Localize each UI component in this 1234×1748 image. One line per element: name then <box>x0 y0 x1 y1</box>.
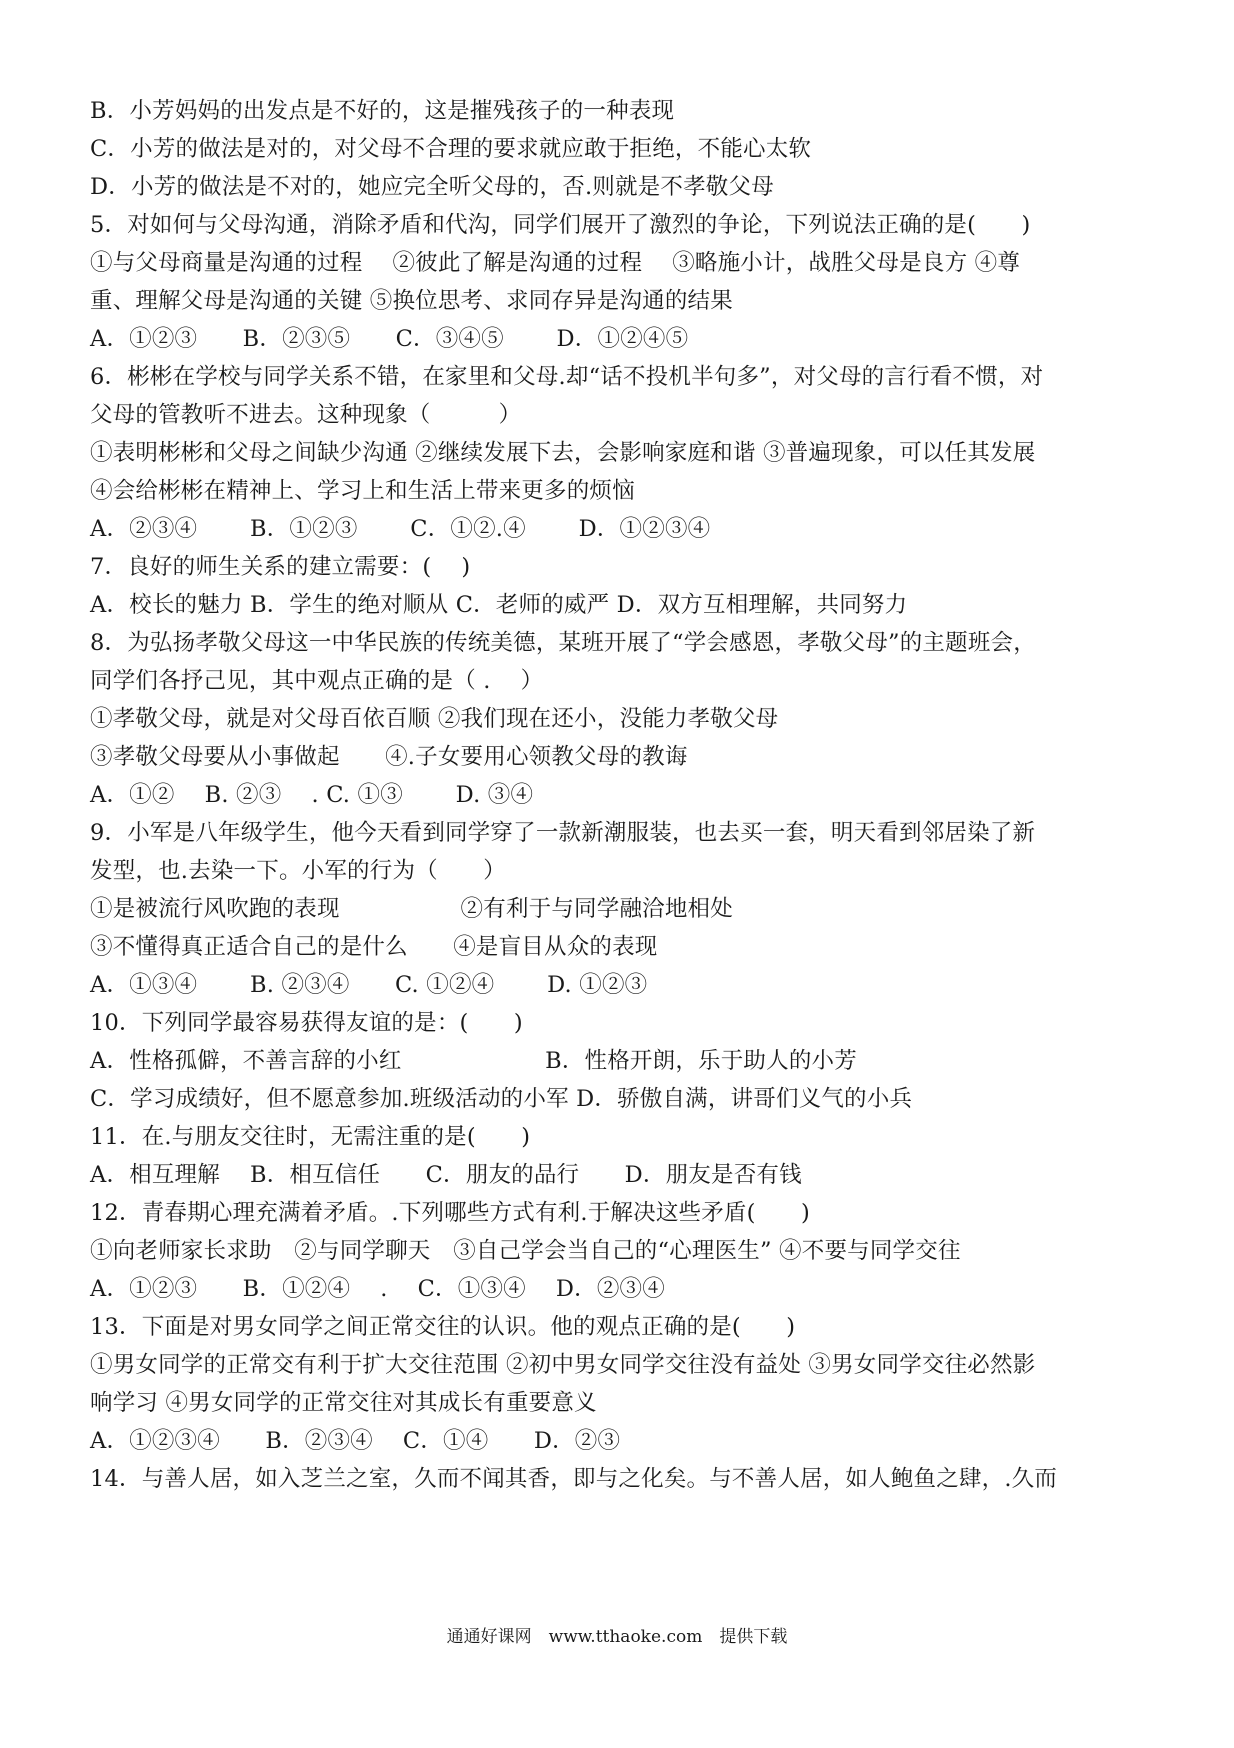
text-line: 7．良好的师生关系的建立需要：( ) <box>90 554 471 580</box>
text-line: ①男女同学的正常交有利于扩大交往范围 ②初中男女同学交往没有益处 ③男女同学交往必然影 <box>90 1352 1036 1378</box>
text-line: ④会给彬彬在精神上、学习上和生活上带来更多的烦恼 <box>90 478 635 504</box>
text-line: A．①③④ B. ②③④ C. ①②④ D. ①②③ <box>90 972 648 998</box>
text-line: 14．与善人居，如入芝兰之室，久而不闻其香，即与之化矣。与不善人居，如人鲍鱼之肆，.久而 <box>90 1466 1058 1492</box>
text-line: 父母的管教听不进去。这种现象（ ） <box>90 402 522 428</box>
text-line: D．小芳的做法是不对的，她应完全听父母的，否.则就是不孝敬父母 <box>90 174 774 200</box>
text-line: 11．在.与朋友交往时，无需注重的是( ) <box>90 1124 531 1150</box>
text-line: A．①②③④ B．②③④ C．①④ D．②③ <box>90 1428 621 1454</box>
text-line: 13．下面是对男女同学之间正常交往的认识。他的观点正确的是( ) <box>90 1314 796 1340</box>
text-line: ③孝敬父母要从小事做起 ④.子女要用心领教父母的教诲 <box>90 744 688 770</box>
page-footer: 通通好课网 www.tthaoke.com 提供下载 <box>446 1627 788 1647</box>
text-line: 重、理解父母是沟通的关键 ⑤换位思考、求同存异是沟通的结果 <box>90 288 733 314</box>
text-line: ③不懂得真正适合自己的是什么 ④是盲目从众的表现 <box>90 934 658 960</box>
text-line: 10．下列同学最容易获得友谊的是：( ) <box>90 1010 523 1036</box>
text-line: A．①② B. ②③ . C. ①③ D. ③④ <box>90 782 534 808</box>
text-line: ①孝敬父母，就是对父母百依百顺 ②我们现在还小，没能力孝敬父母 <box>90 706 779 732</box>
text-line: ①向老师家长求助 ②与同学聊天 ③自己学会当自己的“心理医生” ④不要与同学交往 <box>90 1238 961 1264</box>
text-line: 发型，也.去染一下。小军的行为（ ） <box>90 858 506 884</box>
text-line: 9．小军是八年级学生，他今天看到同学穿了一款新潮服装，也去买一套，明天看到邻居染了新 <box>90 820 1036 846</box>
text-line: 响学习 ④男女同学的正常交往对其成长有重要意义 <box>90 1390 597 1416</box>
text-line: A．校长的魅力 B．学生的绝对顺从 C．老师的威严 D．双方互相理解，共同努力 <box>90 592 908 618</box>
text-line: A．②③④ B．①②③ C．①②.④ D．①②③④ <box>90 516 711 542</box>
text-line: C．小芳的做法是对的，对父母不合理的要求就应敢于拒绝，不能心太软 <box>90 136 812 162</box>
text-line: B．小芳妈妈的出发点是不好的，这是摧残孩子的一种表现 <box>90 98 675 124</box>
text-line: ①是被流行风吹跑的表现 ②有利于与同学融洽地相处 <box>90 896 733 922</box>
text-line: 5．对如何与父母沟通，消除矛盾和代沟，同学们展开了激烈的争论，下列说法正确的是( ) <box>90 212 1031 238</box>
text-line: 12．青春期心理充满着矛盾。.下列哪些方式有利.于解决这些矛盾( ) <box>90 1200 810 1226</box>
document-body <box>90 92 1160 1498</box>
text-line: A．性格孤僻，不善言辞的小红 B．性格开朗，乐于助人的小芳 <box>90 1048 857 1074</box>
text-line: 同学们各抒己见，其中观点正确的是（ . ） <box>90 668 544 694</box>
text-line: 8．为弘扬孝敬父母这一中华民族的传统美德，某班开展了“学会感恩，孝敬父母”的主题班会， <box>90 630 1036 656</box>
text-line: 6．彬彬在学校与同学关系不错，在家里和父母.却“话不投机半句多”，对父母的言行看不惯，对 <box>90 364 1044 390</box>
text-line: A．①②③ B．②③⑤ C．③④⑤ D．①②④⑤ <box>90 326 689 352</box>
text-line: ①表明彬彬和父母之间缺少沟通 ②继续发展下去，会影响家庭和谐 ③普遍现象，可以任其发展 <box>90 440 1036 466</box>
text-line: C．学习成绩好，但不愿意参加.班级活动的小军 D．骄傲自满，讲哥们义气的小兵 <box>90 1086 913 1112</box>
text-line: A．①②③ B．①②④ . C．①③④ D．②③④ <box>90 1276 665 1302</box>
text-line: ①与父母商量是沟通的过程 ②彼此了解是沟通的过程 ③略施小计，战胜父母是良方 ④尊 <box>90 250 1021 276</box>
text-line: A．相互理解 B．相互信任 C．朋友的品行 D．朋友是否有钱 <box>90 1162 802 1188</box>
